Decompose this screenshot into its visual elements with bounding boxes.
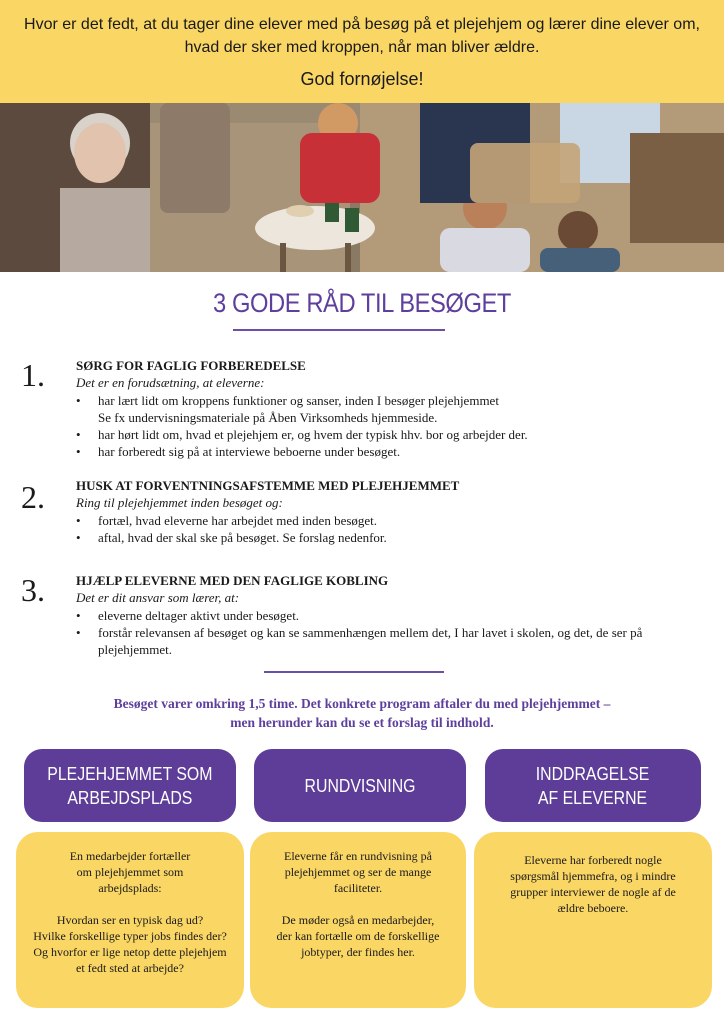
tip-number: 2. <box>21 479 45 515</box>
header-photo <box>0 103 724 272</box>
duration-note: Besøget varer omkring 1,5 time. Det konkrete program aftaler du med plejehjemmet – men herunder kan du se et forslag til indhold. <box>113 696 611 730</box>
column-card-text: Eleverne får en rundvisning på plejehjemmet og ser de mange faciliteter. De møder også en medarbejder, der kan fortælle om de forskellige jobtyper, der findes her. <box>276 849 440 959</box>
page-title: 3 GODE RÅD TIL BESØGET <box>213 288 511 318</box>
tip-bullet-list <box>76 607 686 658</box>
tip-number: 1. <box>21 357 45 393</box>
title-divider <box>233 329 445 331</box>
tip-heading: HUSK AT FORVENTNINGSAFSTEMME MED PLEJEHJEMMET <box>76 478 460 493</box>
column-card-text: Eleverne har forberedt nogle spørgsmål hjemmefra, og i mindre grupper interviewer de nogle af de ældre beboere. <box>510 853 676 915</box>
bullet-text: har lært lidt om kroppens funktioner og sanser, inden I besøger plejehjemmet <box>98 393 499 408</box>
tip-subheading: Ring til plejehjemmet inden besøget og: <box>76 495 283 510</box>
list-item: • fortæl, hvad eleverne har arbejdet med inden besøget. <box>76 512 686 529</box>
column-label-text: INDDRAGELSE AF ELEVERNE <box>536 763 650 808</box>
list-item: • aftal, hvad der skal ske på besøget. Se forslag nedenfor. <box>76 529 686 546</box>
column-card-involvement <box>474 832 712 1008</box>
list-item: • har hørt lidt om, hvad et plejehjem er, og hvem der typisk hhv. bor og arbejder der. <box>76 426 686 443</box>
greeting-text: God fornøjelse! <box>300 69 424 89</box>
column-card-workplace <box>16 832 244 1008</box>
header-banner <box>0 0 724 103</box>
column-label-involvement <box>485 749 701 822</box>
tip-subheading: Det er en forudsætning, at eleverne: <box>76 375 265 390</box>
column-label-workplace <box>24 749 236 822</box>
column-label-text: PLEJEHJEMMET SOM ARBEJDSPLADS <box>47 763 213 808</box>
tip-bullet-list <box>76 512 686 546</box>
photo-illustration <box>0 103 724 272</box>
column-card-text: En medarbejder fortæller om plejehjemmet som arbejdsplads: Hvordan ser en typisk dag ud? Hvilke forskellige typer jobs findes der? Og hvorfor er lige netop dette plejehjem et fedt sted at arbejde? <box>33 849 227 975</box>
list-item: • eleverne deltager aktivt under besøget. <box>76 607 686 624</box>
bullet-continuation: Se fx undervisningsmateriale på Åben Virksomheds hjemmeside. <box>98 410 438 425</box>
list-item <box>76 392 686 426</box>
tip-bullet-list <box>76 392 686 460</box>
list-item: • forstår relevansen af besøget og kan se sammenhængen mellem det, I har lavet i skolen, og det, de ser på plejehjemmet. <box>76 624 686 658</box>
intro-text: Hvor er det fedt, at du tager dine elever med på besøg på et plejehjem og lærer dine elever om, hvad der sker med kroppen, når man bliver ældre. <box>24 16 700 56</box>
tip-subheading: Det er dit ansvar som lærer, at: <box>76 590 240 605</box>
tip-heading: SØRG FOR FAGLIG FORBEREDELSE <box>76 358 306 373</box>
column-label-text: RUNDVISNING <box>304 775 416 796</box>
list-item: • har forberedt sig på at interviewe beboerne under besøget. <box>76 443 686 460</box>
column-card-tour <box>250 832 466 1008</box>
column-label-tour <box>254 749 466 822</box>
section-divider <box>264 671 444 673</box>
tip-number: 3. <box>21 572 45 608</box>
tip-heading: HJÆLP ELEVERNE MED DEN FAGLIGE KOBLING <box>76 573 389 588</box>
